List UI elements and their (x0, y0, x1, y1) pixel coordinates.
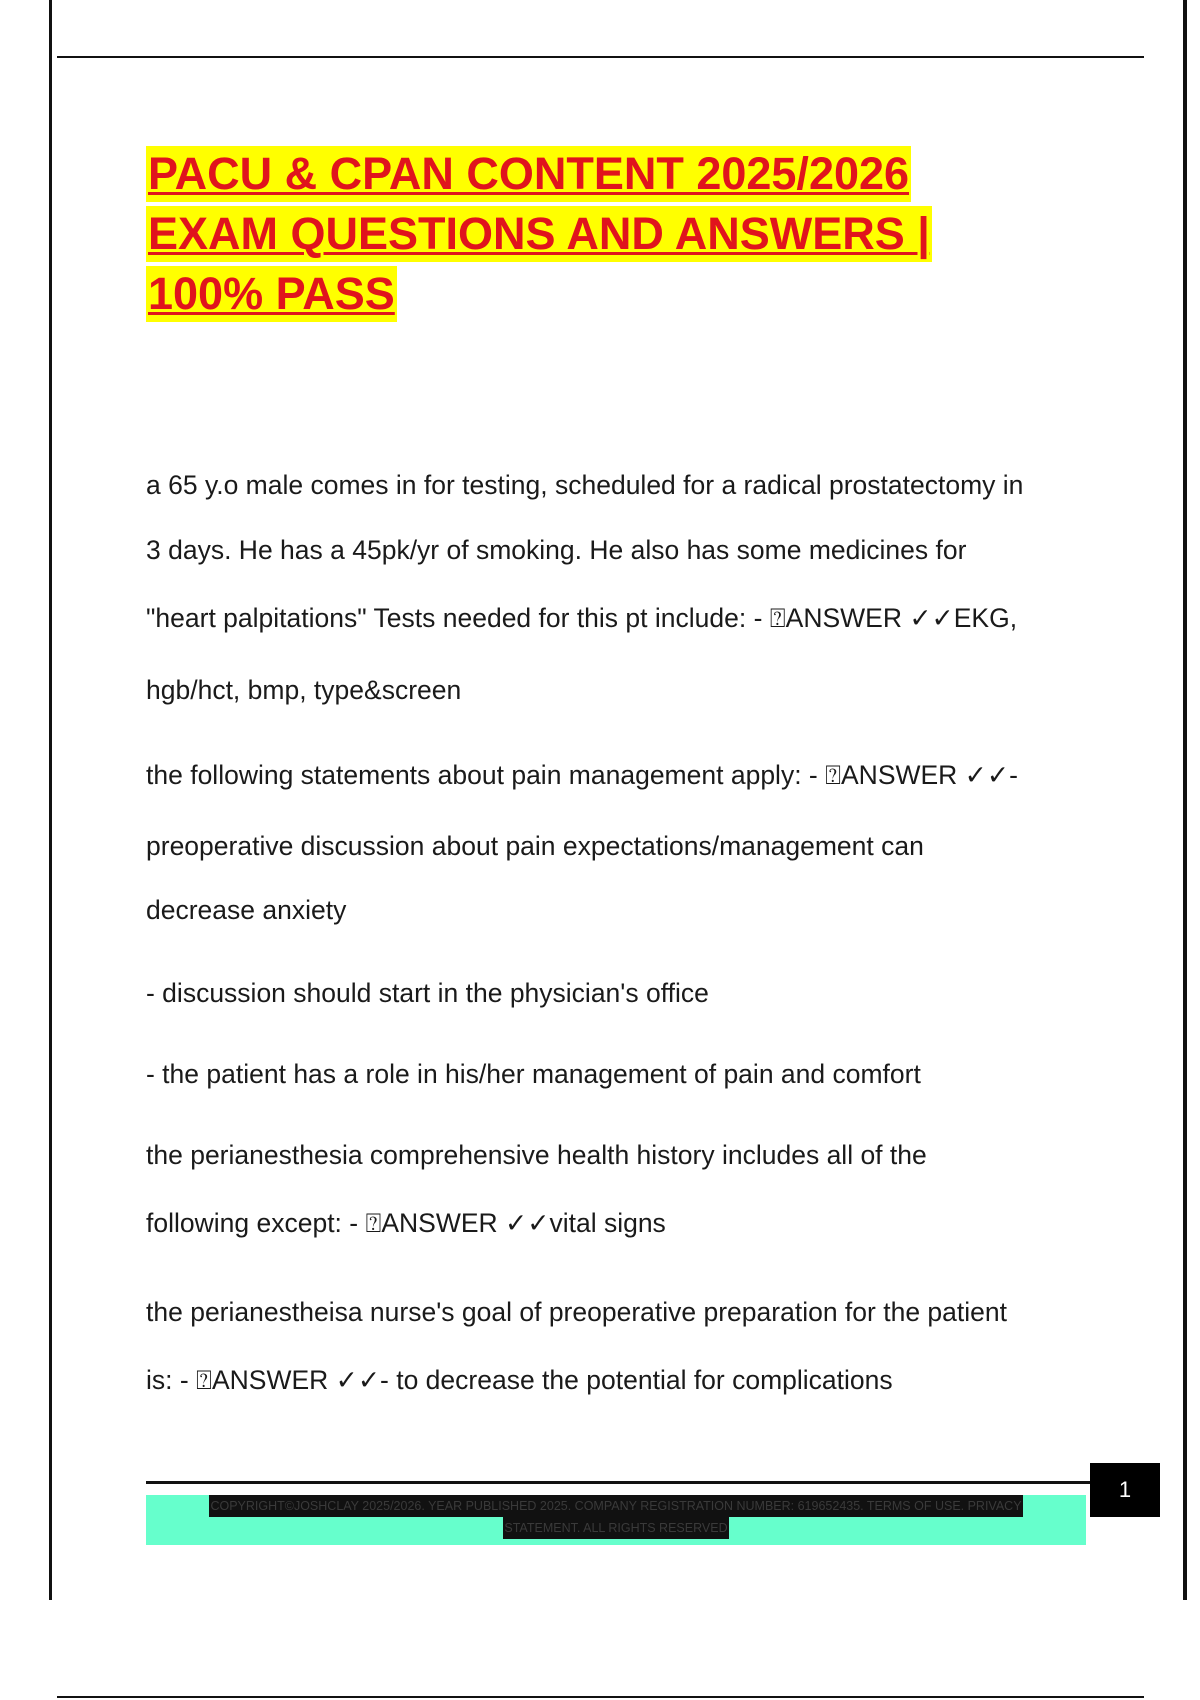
text-line: the following statements about pain management apply: - ⍰ANSWER ✓✓- (146, 760, 1018, 790)
text-line: - discussion should start in the physician's office (146, 978, 709, 1008)
page-border-left (49, 0, 52, 1600)
title-line: EXAM QUESTIONS AND ANSWERS | (146, 206, 932, 262)
header-rule (57, 56, 1144, 58)
copyright-line: COPYRIGHT©JOSHCLAY 2025/2026. YEAR PUBLISHED 2025. COMPANY REGISTRATION NUMBER: 619652435. TERMS OF USE. PRIVACY (209, 1495, 1022, 1517)
title-line: 100% PASS (146, 266, 397, 322)
text-line: the perianestheisa nurse's goal of preoperative preparation for the patient (146, 1297, 1007, 1327)
text-line: decrease anxiety (146, 895, 347, 925)
text-line: a 65 y.o male comes in for testing, scheduled for a radical prostatectomy in (146, 470, 1024, 500)
title-line: PACU & CPAN CONTENT 2025/2026 (146, 146, 911, 202)
text-line: - the patient has a role in his/her management of pain and comfort (146, 1059, 921, 1089)
text-line: is: - ⍰ANSWER ✓✓- to decrease the potential for complications (146, 1365, 893, 1395)
copyright-footer (146, 1495, 1086, 1545)
text-line: preoperative discussion about pain expectations/management can (146, 831, 924, 861)
footer-rule (146, 1481, 1090, 1484)
text-line: hgb/hct, bmp, type&screen (146, 675, 462, 705)
text-line: 3 days. He has a 45pk/yr of smoking. He also has some medicines for (146, 535, 967, 565)
next-page-rule (57, 1696, 1144, 1698)
document-title (146, 146, 1046, 326)
text-line: the perianesthesia comprehensive health history includes all of the (146, 1140, 927, 1170)
copyright-line: STATEMENT. ALL RIGHTS RESERVED (503, 1517, 728, 1539)
text-line: following except: - ⍰ANSWER ✓✓vital signs (146, 1208, 666, 1238)
page-number: 1 (1090, 1463, 1160, 1517)
page-border-right (1183, 0, 1187, 1600)
text-line: "heart palpitations" Tests needed for this pt include: - ⍰ANSWER ✓✓EKG, (146, 603, 1018, 633)
